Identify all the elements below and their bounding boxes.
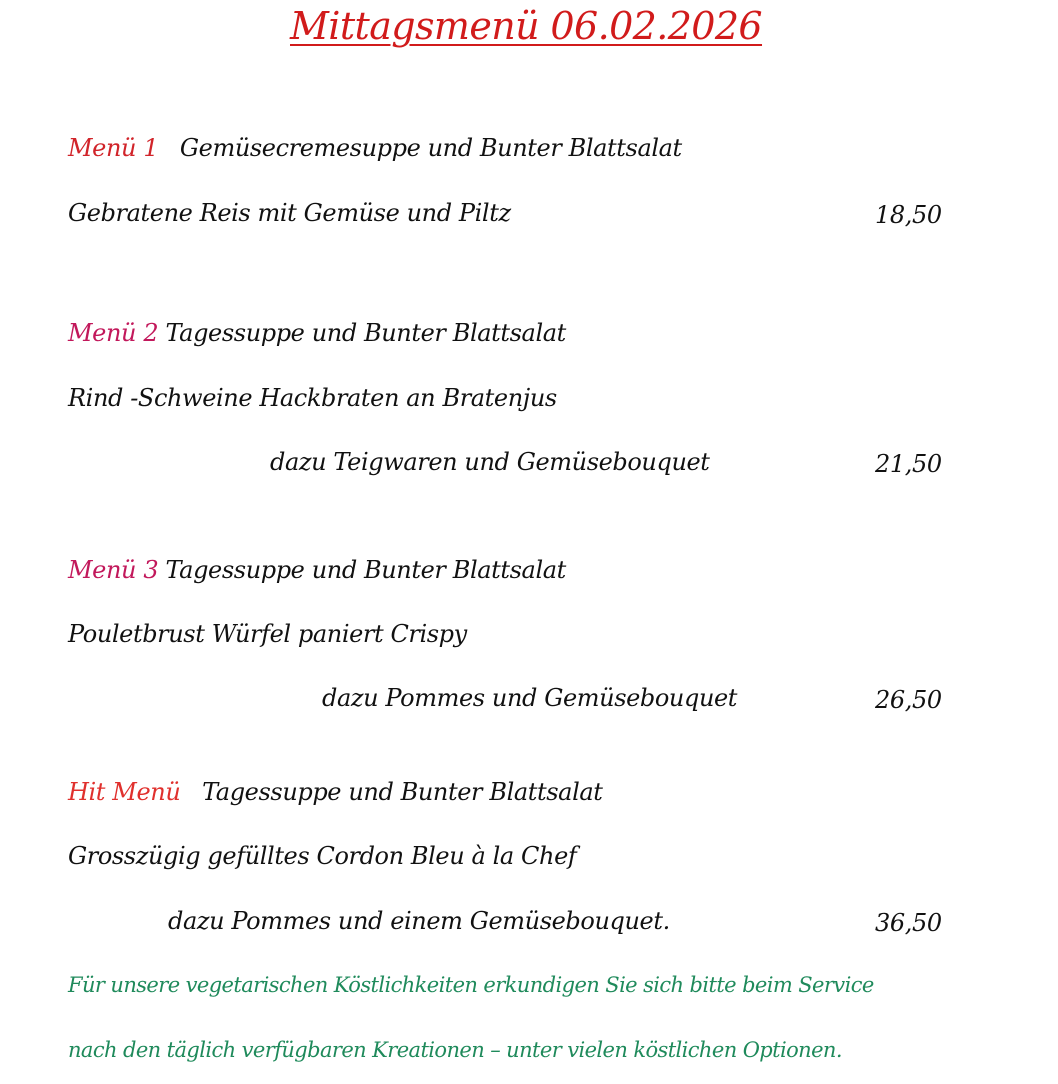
menu-2-starter: Tagessuppe und Bunter Blattsalat [165,319,566,347]
menu-3-starter: Tagessuppe und Bunter Blattsalat [165,556,566,584]
hit-menu-starter: Tagessuppe und Bunter Blattsalat [202,778,603,806]
hit-menu-side: dazu Pommes und einem Gemüsebouquet. [168,907,670,935]
vegetarian-note-line-1: Für unsere vegetarischen Köstlichkeiten erkundigen Sie sich bitte beim Service [68,973,874,997]
menu-3-main: Pouletbrust Würfel paniert Crispy [68,620,467,648]
menu-2-price: 21,50 [875,450,942,478]
menu-1-starter: Gemüsecremesuppe und Bunter Blattsalat [179,134,682,162]
menu-1-price: 18,50 [875,201,942,229]
menu-3-header [68,554,566,586]
menu-1-header [68,132,682,164]
menu-1-main: Gebratene Reis mit Gemüse und Piltz [68,199,511,227]
vegetarian-note-line-2: nach den täglich verfügbaren Kreationen – unter vielen köstlichen Optionen. [68,1038,842,1062]
menu-3-side: dazu Pommes und Gemüsebouquet [322,684,738,712]
menu-2-label: Menü 2 [68,319,159,347]
menu-3-label: Menü 3 [68,556,159,584]
hit-menu-header [68,776,603,808]
hit-menu-main: Grosszügig gefülltes Cordon Bleu à la Chef [68,842,577,870]
menu-3-price: 26,50 [875,686,942,714]
menu-1-label: Menü 1 [68,134,159,162]
menu-2-main: Rind -Schweine Hackbraten an Bratenjus [68,384,557,412]
hit-menu-price: 36,50 [875,909,942,937]
hit-menu-label: Hit Menü [68,778,181,806]
menu-2-side: dazu Teigwaren und Gemüsebouquet [270,448,710,476]
page-title: Mittagsmenü 06.02.2026 [290,4,763,48]
menu-2-header [68,317,566,349]
